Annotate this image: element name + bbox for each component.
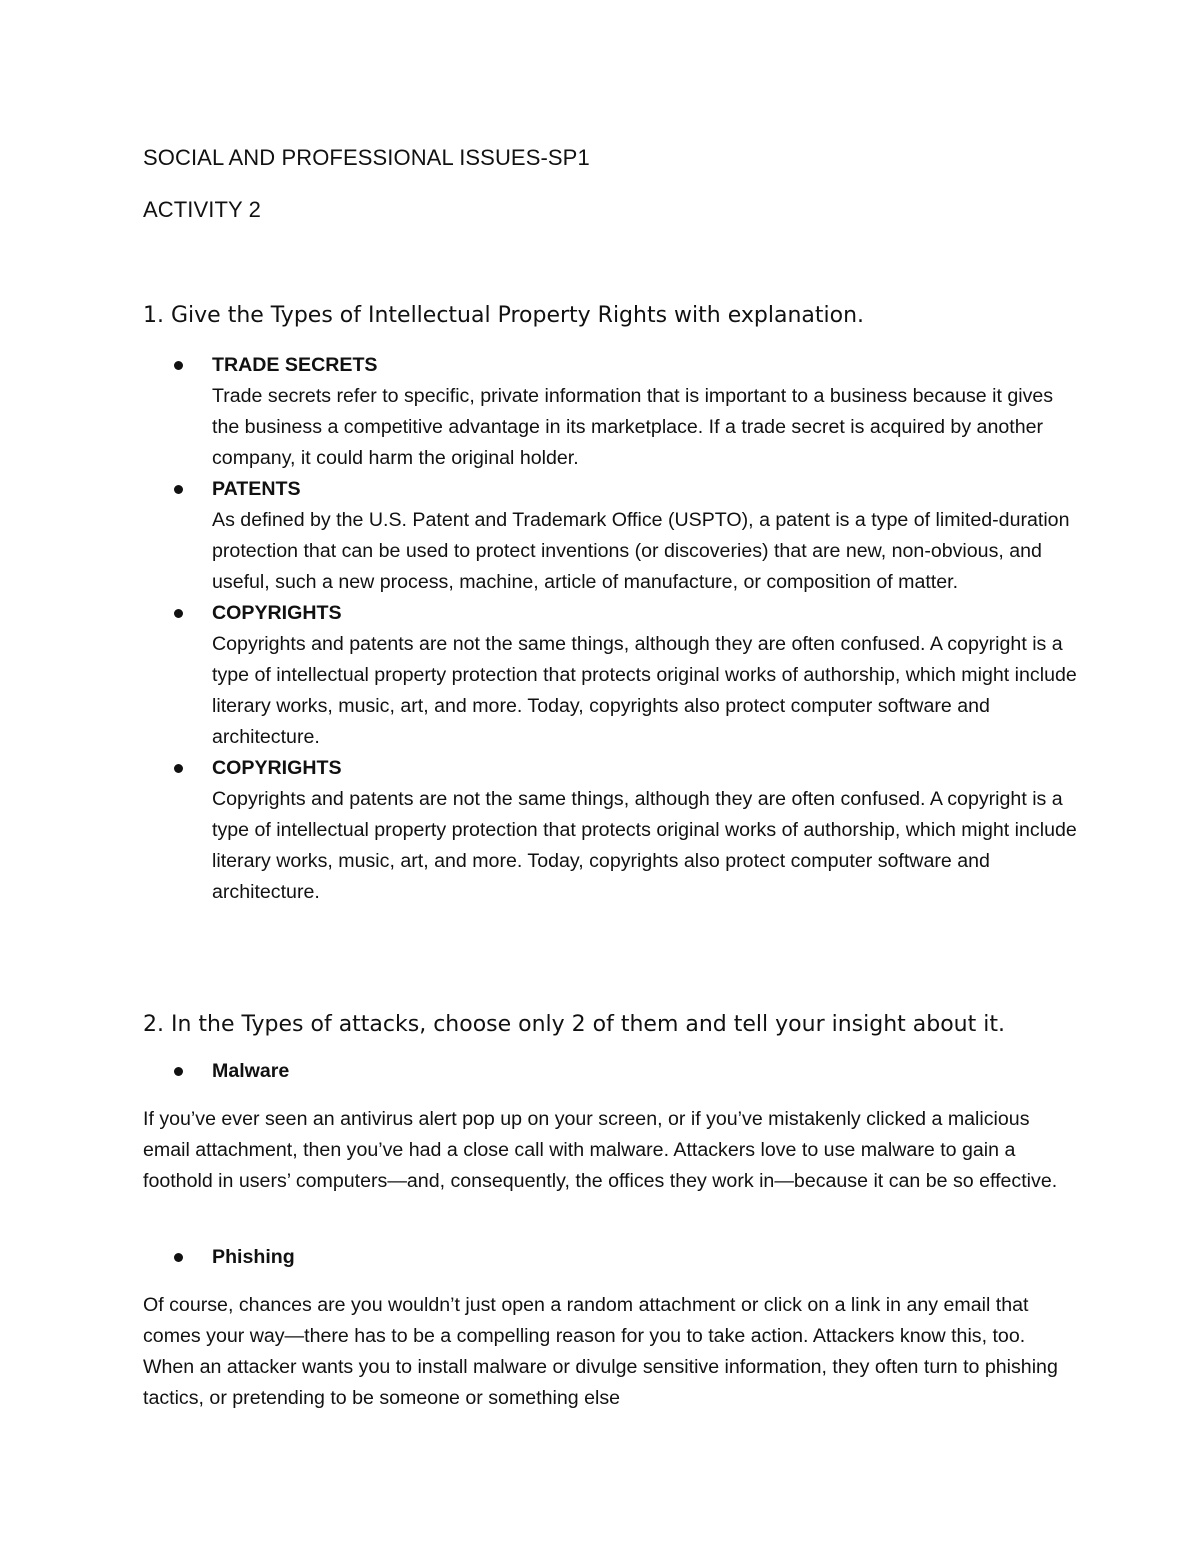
list-item — [170, 753, 1080, 908]
attack-heading-label: Malware — [212, 1060, 290, 1082]
list-item-heading: COPYRIGHTS — [212, 757, 342, 779]
bullet-icon — [174, 1067, 183, 1076]
attack-malware-section — [143, 1056, 1073, 1197]
bullet-icon — [174, 1253, 183, 1262]
activity-title: ACTIVITY 2 — [143, 197, 261, 222]
attack-phishing-section — [143, 1242, 1073, 1414]
document-header — [143, 143, 1083, 225]
bullet-icon — [174, 485, 183, 494]
question-2: 2. In the Types of attacks, choose only 2 of them and tell your insight about it. — [143, 1012, 1005, 1037]
attack-body: Of course, chances are you wouldn’t just open a random attachment or click on a link in any email that comes your way—there has to be a compelling reason for you to take action. Attackers know this, too. When an attacker wants you to install malware or divulge sensitive information, they often turn to phishing tactics, or pretending to be someone or something else — [143, 1294, 1058, 1409]
list-item — [170, 474, 1080, 598]
attack-heading — [143, 1242, 1073, 1273]
question-1: 1. Give the Types of Intellectual Property Rights with explanation. — [143, 303, 865, 328]
list-item-body: Copyrights and patents are not the same things, although they are often confused. A copyright is a type of intellectual property protection that protects original works of authorship, which might include literary works, music, art, and more. Today, copyrights also protect computer software and architecture. — [212, 788, 1077, 903]
list-item — [170, 598, 1080, 753]
list-item — [170, 350, 1080, 474]
attack-heading-label: Phishing — [212, 1246, 295, 1268]
list-item-body: As defined by the U.S. Patent and Trademark Office (USPTO), a patent is a type of limited-duration protection that can be used to protect inventions (or discoveries) that are new, non-obvious, and useful, such a new process, machine, article of manufacture, or composition of matter. — [212, 509, 1070, 593]
list-item-body: Trade secrets refer to specific, private information that is important to a business because it gives the business a competitive advantage in its marketplace. If a trade secret is acquired by another company, it could harm the original holder. — [212, 385, 1054, 469]
attack-heading — [143, 1056, 1073, 1087]
list-item-heading: TRADE SECRETS — [212, 354, 378, 376]
bullet-icon — [174, 764, 183, 773]
bullet-icon — [174, 361, 183, 370]
bullet-icon — [174, 609, 183, 618]
ip-rights-list — [170, 350, 1080, 908]
course-title: SOCIAL AND PROFESSIONAL ISSUES-SP1 — [143, 145, 590, 170]
list-item-body: Copyrights and patents are not the same things, although they are often confused. A copyright is a type of intellectual property protection that protects original works of authorship, which might include literary works, music, art, and more. Today, copyrights also protect computer software and architecture. — [212, 633, 1077, 748]
list-item-heading: COPYRIGHTS — [212, 602, 342, 624]
list-item-heading: PATENTS — [212, 478, 301, 500]
attack-body: If you’ve ever seen an antivirus alert pop up on your screen, or if you’ve mistakenly clicked a malicious email attachment, then you’ve had a close call with malware. Attackers love to use malware to gain a foothold in users’ computers—and, consequently, the offices they work in—because it can be so effective. — [143, 1108, 1058, 1192]
